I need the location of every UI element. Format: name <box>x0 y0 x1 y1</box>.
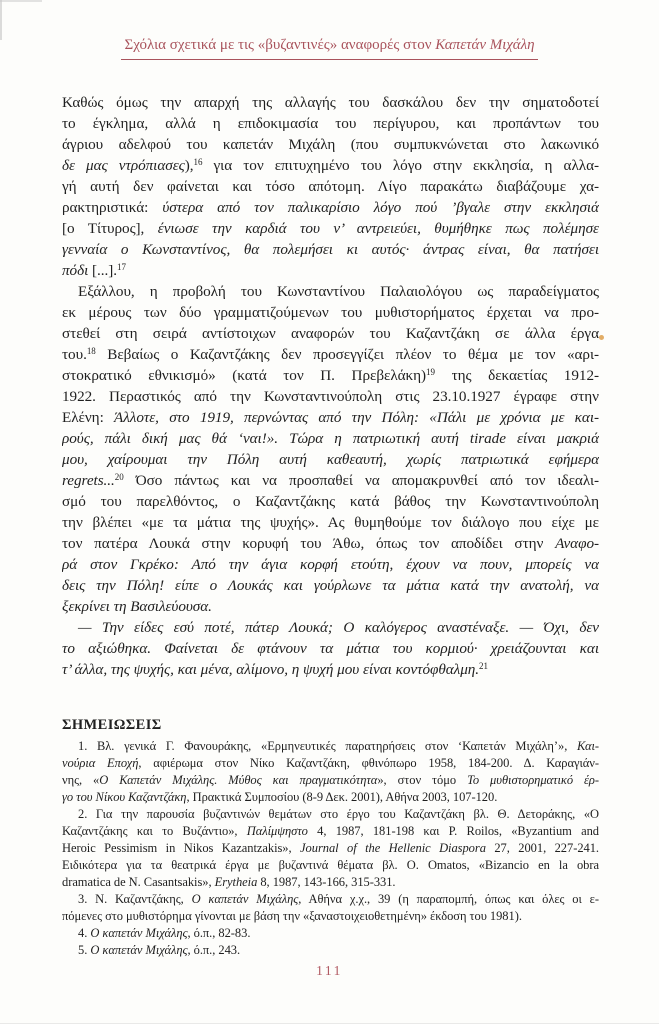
text-segment: Βεβαίως ο Καζαντζάκης δεν προσεγγίζει πλέον το θέμα με τον «αρι- <box>95 346 599 363</box>
text-line <box>62 218 599 239</box>
text-line <box>62 323 599 344</box>
text-segment: dramatica de N. Casantsakis», <box>62 875 215 889</box>
running-head-underline <box>121 37 537 60</box>
text-line <box>62 840 599 857</box>
main-text <box>62 92 599 680</box>
footnote-reference: 16 <box>193 157 203 167</box>
notes-heading: ΣΗΜΕΙΩΣΕΙΣ <box>62 717 162 733</box>
text-line <box>62 925 599 942</box>
text-segment: Erytheia <box>214 875 258 889</box>
text-segment: 4. <box>78 926 91 940</box>
scan-edge-artifact <box>0 0 42 2</box>
text-segment: ρά στον Γκρέκο: Από την άγια κορφή ετούτη, έχουν να πουν, μπορείς να <box>62 556 599 573</box>
running-head-text: Σχόλια σχετικά με τις «βυζαντινές» αναφορές στον <box>124 37 436 53</box>
footnote-reference: 20 <box>114 472 124 482</box>
text-line <box>62 197 599 218</box>
text-line <box>62 617 599 638</box>
text-segment: ξεκρίνει τη Βασιλεύουσα. <box>62 598 212 615</box>
text-line <box>62 659 599 680</box>
text-line <box>62 755 599 772</box>
text-line <box>62 239 599 260</box>
text-segment: πόμενες στο μυθιστόρημα γίνονται με βάση την «ξαναστοιχειοθετημένη» έκδοση του 1981). <box>62 909 522 923</box>
page-number: 111 <box>316 963 343 978</box>
footnote-reference: 21 <box>479 661 488 671</box>
text-segment: του. <box>62 346 87 363</box>
text-segment: Ο καπετάν Μιχάλης <box>191 892 299 906</box>
text-segment: Ελένη: <box>62 409 115 426</box>
text-segment: άγριου αδελφού του καπετάν Μιχάλη (που συμπυκνώνεται στο λακωνικό <box>62 136 599 153</box>
text-segment: Καζαντζάκης και το Βυζάντιο», <box>62 824 247 838</box>
text-line <box>62 155 599 176</box>
text-line <box>62 857 599 874</box>
text-segment: Και- <box>577 739 599 753</box>
footnotes <box>62 738 599 959</box>
text-segment: 8, 1987, 143-166, 315-331. <box>257 875 396 889</box>
text-segment: το έγκλημα, αλλά η επιδοκιμασία του περίγυρου, και προπάντων του <box>62 115 599 132</box>
text-line <box>62 176 599 197</box>
text-segment: Άλλοτε, στο 1919, περνώντας από την Πόλη: «Πάλι με χρόνια με και- <box>114 409 599 426</box>
text-segment: της δεκαετίας 1912- <box>434 367 599 384</box>
text-segment: ), <box>184 157 194 174</box>
text-segment: Καθώς όμως την απαρχή της αλλαγής του δασκάλου δεν την σηματοδοτεί <box>62 94 599 111</box>
text-segment: 5. <box>78 943 91 957</box>
text-segment: 1922. Περαστικός από την Κωνσταντινούπολη στις 23.10.1927 έγραφε στην <box>62 388 599 405</box>
text-segment: [ο Τίτυρος], <box>62 220 158 237</box>
text-segment: — Την είδες εσύ ποτέ, πάτερ Λουκά; Ο καλόγερος αναστέναξε. — Όχι, δεν <box>78 619 599 636</box>
text-segment: Heroic Pessimism in Nikos Kazantzakis», <box>62 841 301 855</box>
text-line <box>62 92 599 113</box>
text-segment: γο του Νίκου Καζαντζάκη <box>62 790 187 804</box>
text-line <box>62 344 599 365</box>
text-segment: 3. Ν. Καζαντζάκης, <box>78 892 192 906</box>
text-segment: Ο καπετάν Μιχάλης <box>90 943 188 957</box>
text-segment: για τον επιτυχημένο του λόγο στην εκκλησία, η αλλα- <box>202 157 599 174</box>
text-segment: σμό του παρελθόντος, ο Καζαντζάκης κατά βάθος την Κωνσταντινούπολη <box>62 493 599 510</box>
text-line <box>62 789 599 806</box>
footnote-reference: 18 <box>86 346 96 356</box>
text-line <box>62 512 599 533</box>
text-segment: Journal of the Hellenic Diaspora <box>300 841 486 855</box>
text-line <box>62 908 599 925</box>
text-segment: μου, χαίρουμαι την Πόλη αυτή καθεαυτή, χωρίς πατριωτικά εφήμερα <box>62 451 599 468</box>
running-head <box>0 37 659 60</box>
text-segment: δε μας ντρόπιασες <box>62 157 185 174</box>
text-line <box>62 491 599 512</box>
text-line <box>62 823 599 840</box>
text-segment: τ’ άλλα, της ψυχής, και μένα, αλίμονο, η ψυχή μου είναι κοντόφθαλμη. <box>62 661 479 678</box>
text-segment: το αξιώθηκα. Φαίνεται δε φτάνουν τα μάτια του κορμιού· χρειάζουνται και <box>62 640 599 657</box>
text-segment: Παλίμψηστο <box>246 824 308 838</box>
text-segment: ύστερα από τον παλικαρίσιο λόγο πού ’βγαλε στην εκκλησιά <box>162 199 599 216</box>
scan-edge-artifact <box>0 0 2 40</box>
text-line <box>62 638 599 659</box>
text-line <box>62 386 599 407</box>
text-segment: ρούς, πάλι δική μας θά ‘ναι!». Τώρα η πατριωτική αυτή tirade είναι μακριά <box>62 430 599 447</box>
text-line <box>62 942 599 959</box>
text-segment: την βλέπει «με τα μάτια της ψυχής». Ας θυμηθούμε τον διάλογο που είχε με <box>62 514 599 531</box>
text-line <box>62 554 599 575</box>
text-segment: 1. Βλ. γενικά Γ. Φανουράκης, «Ερμηνευτικές παρατηρήσεις στον ‘Καπετάν Μιχάλη’», <box>78 739 578 753</box>
text-line <box>62 365 599 386</box>
text-line <box>62 891 599 908</box>
text-segment: Ειδικότερα για τα θεατρικά έργα με βυζαντινά θέματα βλ. O. Omatos, «Bizancio en la obra <box>62 858 599 872</box>
text-segment: γή αυτή δεν φαίνεται και τόσο απότομη. Λίγο παρακάτω διαβάζουμε χα- <box>62 178 599 195</box>
text-segment: , Πρακτικά Συμποσίου (8-9 Δεκ. 2001), Αθήνα 2003, 107-120. <box>186 790 498 804</box>
text-segment: Εξάλλου, η προβολή του Κωνσταντίνου Παλαιολόγου ως παραδείγματος <box>78 283 599 300</box>
text-line <box>62 113 599 134</box>
text-segment: , Αθήνα χ.χ., 39 (η παραπομπή, όπως και όλες οι ε- <box>298 892 599 906</box>
text-line <box>62 260 599 281</box>
text-segment: νης, « <box>62 773 100 787</box>
text-line <box>62 738 599 755</box>
text-segment: Ο καπετάν Μιχάλης <box>90 926 188 940</box>
text-line <box>62 134 599 155</box>
text-line <box>62 806 599 823</box>
text-segment: regrets... <box>62 472 115 489</box>
text-segment: τον πατέρα Λουκά στην κορυφή του Άθω, όπως τον αποδίδει στην <box>62 535 556 552</box>
text-segment: 2. Για την παρουσία βυζαντινών θεμάτων στο έργο του Καζαντζάκη βλ. Θ. Δετοράκης, «Ο <box>78 807 599 821</box>
footnote-reference: 17 <box>117 262 126 272</box>
text-line <box>62 428 599 449</box>
text-segment: », στον τόμο <box>377 773 468 787</box>
text-line <box>62 596 599 617</box>
text-line <box>62 407 599 428</box>
text-segment: πόδι <box>62 262 93 279</box>
text-segment: στοκρατικό εθνικισμό» (κατά τον Π. Πρεβελάκη) <box>62 367 427 384</box>
text-segment: δεις την Πόλη! είπε ο Λουκάς και γούρλωνε τα μάτια κατά την ανατολή, να <box>62 577 599 594</box>
text-segment: Το μυθιστορηματικό έρ- <box>467 773 599 787</box>
text-segment: , ό.π., 82-83. <box>187 926 251 940</box>
running-head-book-title: Καπετάν Μιχάλη <box>435 37 535 53</box>
text-segment: 27, 2001, 227-241. <box>485 841 599 855</box>
text-segment: Ο Καπετάν Μιχάλης. Μύθος και πραγματικότητα <box>99 773 378 787</box>
text-segment: εκ μέρους των δύο γραμματιζούμενων του μυθιστορήματος έρχεται να προ- <box>62 304 599 321</box>
text-line <box>62 772 599 789</box>
text-segment: ένιωσε την καρδιά του ν’ αντρειεύει, θυμήθηκε πως πολέμησε <box>157 220 599 237</box>
text-line <box>62 281 599 302</box>
text-segment: Όσο πάντως και να προσπαθεί να απομακρυνθεί από τον ιδεαλι- <box>123 472 599 489</box>
scan-speck <box>599 335 604 340</box>
text-segment: νούρια Εποχή <box>62 756 139 770</box>
text-line <box>62 533 599 554</box>
text-segment: , αφιέρωμα στον Νίκο Καζαντζάκη, φθινόπωρο 1958, 184-200. Δ. Καραγιάν- <box>138 756 599 770</box>
text-line <box>62 302 599 323</box>
footnote-reference: 19 <box>426 367 435 377</box>
text-line <box>62 449 599 470</box>
text-segment: στεθεί στη σειρά αντίστοιχων αναφορών του Καζαντζάκη σε άλλα έργα <box>62 325 599 342</box>
text-segment: γενναία ο Κωνσταντίνος, θα πολεμήσει κι αυτός· άντρας είναι, θα πατήσει <box>62 241 599 258</box>
text-segment: , ό.π., 243. <box>187 943 241 957</box>
text-segment: ρακτηριστικά: <box>62 199 163 216</box>
text-line <box>62 470 599 491</box>
text-segment: [...]. <box>92 262 118 279</box>
text-segment: Αναφο- <box>555 535 599 552</box>
text-segment: 4, 1987, 181-198 και P. Roilos, «Byzantium and <box>307 824 599 838</box>
text-line <box>62 874 599 891</box>
text-line <box>62 575 599 596</box>
